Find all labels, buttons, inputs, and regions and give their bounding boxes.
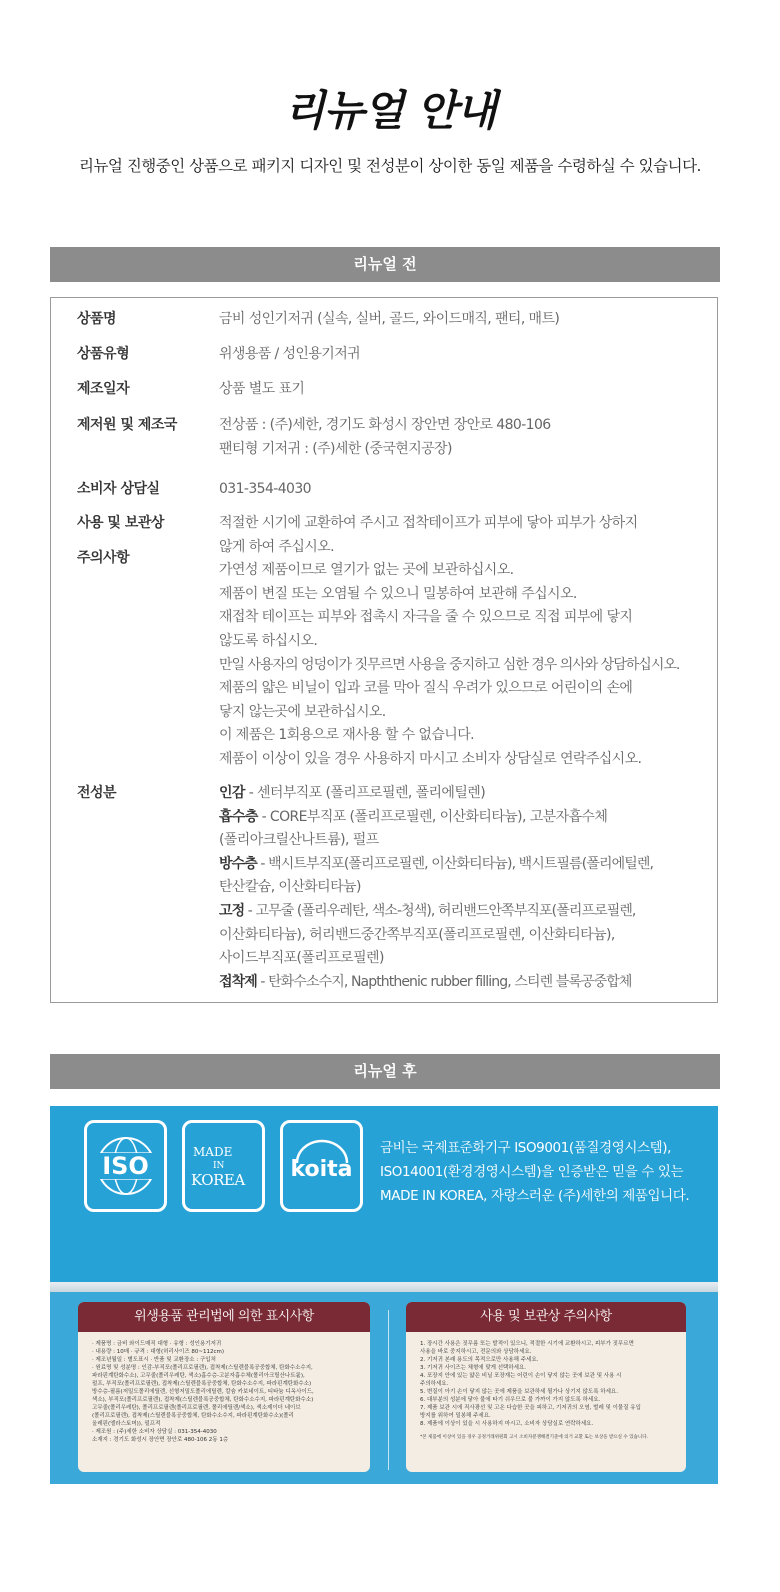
label-line: · 제품명 : 금비 와이드매직 대형 · 유형 : 성인용기저귀	[92, 1341, 222, 1347]
info-table	[50, 297, 718, 1003]
hygiene-label-card	[78, 1302, 370, 1472]
made-in-korea-logo	[182, 1120, 265, 1212]
package-photo	[50, 1106, 718, 1484]
ingredient-text: - 백시트부직포(폴리프로필렌, 이산화티타늄), 백시트필름(폴리에틸렌,	[256, 855, 654, 872]
ingredient-line	[219, 900, 709, 924]
label-line: 색소), 부직포(폴리프로필렌), 접착제(스틸렌블록공중합체, 탄화수소수지, 파라핀계탄화수소)	[92, 1397, 314, 1403]
ingredient-key: 고정	[219, 902, 245, 919]
row-label: 상품유형	[77, 346, 130, 362]
label-line: 5. 변질이 아기 손이 닿지 않는 곳에 제품을 보관하세 될가나 상기지 않도록 하세요.	[420, 1389, 618, 1395]
row-value: 상품 별도 표기	[219, 381, 305, 397]
ingredient-text: - 고무줄 (폴리우레탄, 색소-청색), 허리밴드안쪽부직포(폴리프로필렌,	[244, 902, 636, 919]
made-text: MADE	[193, 1145, 233, 1159]
row-value	[219, 414, 709, 461]
cert-line: ISO14001(환경경영시스템)을 인증받은 믿을 수 있는	[380, 1164, 684, 1180]
ingredient-line: (폴리아크릴산나트륨), 펄프	[219, 832, 379, 849]
label-line: 올레핀(엘라스토머)), 펄프적	[92, 1421, 161, 1427]
row-label: 소비자 상담실	[77, 481, 160, 497]
caution-line: 가연성 제품이므로 열기가 없는 곳에 보관하십시오.	[219, 562, 514, 579]
label-line: 파라핀계탄화수소), 고무줄(폴리우레탄, 색소)흡수층-고분자흡수체(폴리아크릴산나트륨),	[92, 1373, 305, 1379]
ingredient-line	[219, 782, 709, 806]
section-bar-before: 리뉴얼 전	[50, 247, 720, 282]
caution-line: 적절한 시기에 교환하여 주시고 접착테이프가 피부에 닿아 피부가 상하지	[219, 515, 638, 531]
ingredient-line	[219, 853, 709, 877]
label-line: · 내용량 : 10매 · 규격 : 대형(허리사이즈 80~112cm)	[92, 1349, 225, 1355]
ingredient-key: 흡수층	[219, 808, 258, 825]
koita-text: koita	[290, 1157, 353, 1182]
hygiene-label-body	[78, 1332, 370, 1452]
label-line: · 원료명 및 성분명 : 인감-부직포(폴리프로필렌), 접착제(스틸렌블록공중합체, 탄화수소수지,	[92, 1365, 313, 1371]
caution-line: 만일 사용자의 엉덩이가 짓무르면 사용을 중지하고 심한 경우 의사와 상담하십시오.	[219, 656, 680, 673]
label-line: 4. 포장지 안에 있는 얇은 비닐 포장재는 어린이 손이 닿지 않는 곳에 보관 및 사용 시	[420, 1373, 622, 1379]
iso-text: ISO	[87, 1153, 164, 1179]
label-line: 소재지 : 경기도 화성시 장안면 장안로 480-106 2동 1층	[92, 1437, 229, 1443]
row-value: 위생용품 / 성인용기저귀	[219, 346, 361, 362]
caution-label-body	[406, 1332, 686, 1450]
card-divider	[388, 1310, 389, 1470]
label-line: 3. 기저귀 사이즈는 체형에 맞게 선택하세요.	[420, 1365, 527, 1371]
maker-line: 전상품 : (주)세한, 경기도 화성시 장안면 장안로 480-106	[219, 417, 551, 433]
label-line: 1. 장시간 사용은 짓무름 또는 발적이 있으니, 적절한 시기에 교환하시고, 피부가 짓무르면	[420, 1341, 634, 1347]
korea-text: KOREA	[191, 1171, 245, 1189]
row-label: 제조일자	[77, 381, 130, 397]
ingredient-line: 탄산칼슘, 이산화티타늄)	[219, 879, 361, 896]
label-line: (폴리프로필렌), 접착제(스틸렌블록공중합체, 탄화수소수지, 파라핀계탄화수소)(폴리	[92, 1413, 294, 1419]
caution-line: 제품이 이상이 있을 경우 사용하지 마시고 소비자 상담실로 연락주십시오.	[219, 750, 642, 767]
koita-logo	[280, 1120, 363, 1212]
row-label: 제저원 및 제조국	[77, 417, 177, 433]
caution-line: 제품이 변질 또는 오염될 수 있으니 밀봉하여 보관해 주십시오.	[219, 585, 577, 602]
ingredient-lines	[219, 782, 709, 994]
row-value: 031-354-4030	[219, 481, 311, 497]
ingredient-line: 이산화티타늄), 허리밴드중간쪽부직포(폴리프로필렌, 이산화티타늄),	[219, 926, 615, 943]
caution-line: 제품의 얇은 비닐이 입과 코를 막아 질식 우려가 있으므로 어린이의 손에	[219, 680, 633, 697]
label-line: 8. 제품에 이상이 있을 시 사용하지 마시고, 소비자 상담실로 연락하세요.	[420, 1421, 594, 1427]
label-line: 6. 대부분의 성분에 닿아 불에 타기 쉬우므로 불 가까이 가지 않도록 하세요.	[420, 1397, 601, 1403]
label-line: · 제조원 : (주)세한 소비자 상담실 : 031-354-4030	[92, 1429, 217, 1435]
label-line: · 제조년월일 : 별도표시 · 반품 및 교환장소 : 구입처	[92, 1357, 216, 1363]
row-label: 사용 및 보관상	[77, 515, 164, 531]
ingredient-line: 사이드부직포(폴리프로필렌)	[219, 950, 384, 967]
caution-line: 이 제품은 1회용으로 재사용 할 수 없습니다.	[219, 727, 474, 744]
label-line: 7. 제품 보관 시에 직사광선 및 고온 다습한 곳을 피하고, 기저귀의 오염, 벌레 및 이물질 유입	[420, 1405, 641, 1411]
row-label: 전성분	[77, 785, 117, 801]
label-line: 펄프, 부직포(폴리프로필렌), 접착제(스틸렌블록공중합체, 탄화수소수지, 파라핀계탄화수소)	[92, 1381, 312, 1387]
label-line: 주의하세요.	[420, 1381, 449, 1387]
label-line: 2. 기저귀 본래 용도의 목적으로만 사용해 주세요.	[420, 1357, 539, 1363]
ingredient-line	[219, 971, 709, 995]
section-bar-after: 리뉴얼 후	[50, 1054, 720, 1089]
ingredient-key: 방수층	[219, 855, 257, 872]
caution-label-card	[406, 1302, 686, 1472]
label-line: 사용을 바로 중지하시고, 전문의와 상담하세요.	[420, 1349, 532, 1355]
cert-line: MADE IN KOREA, 자랑스러운 (주)세한의 제품입니다.	[380, 1188, 690, 1204]
maker-line: 팬티형 기저귀 : (주)세한 (중국현지공장)	[219, 440, 452, 457]
row-label: 주의사항	[77, 550, 130, 566]
caution-line: 않게 하여 주십시오.	[219, 538, 334, 555]
bag-seam	[50, 1282, 718, 1292]
iso-logo	[84, 1120, 167, 1212]
label-line: 방수층-필름(저밀도폴리에틸렌, 선형저밀도폴리에틸렌, 칼슘 카보네이트, 티타늄 디옥사이드,	[92, 1389, 314, 1395]
label-line: 고무줄(폴리우레탄), 폴리프로필렌(폴리프로필렌, 폴리에틸렌/색소), 색소제이더 네이브	[92, 1405, 301, 1411]
row-value: 금비 성인기저귀 (실속, 실버, 골드, 와이드매직, 팬티, 매트)	[219, 311, 560, 327]
ingredient-text: - 탄화수소수지, Napththenic rubber filling, 스티렌 블록공중합체	[256, 973, 632, 990]
page-title: 리뉴얼 안내	[284, 86, 496, 135]
in-text: IN	[213, 1161, 225, 1171]
cert-line: 금비는 국제표준화기구 ISO9001(품질경영시스템),	[380, 1140, 672, 1156]
caution-line: 않도록 하십시오.	[219, 632, 318, 649]
ingredient-line	[219, 806, 709, 830]
caution-lines	[219, 512, 709, 772]
label-line: 방지를 위하여 밀봉해 주세요.	[420, 1413, 491, 1419]
page-subtitle: 리뉴얼 진행중인 상품으로 패키지 디자인 및 전성분이 상이한 동일 제품을 수령하실 수 있습니다.	[78, 157, 701, 175]
row-label: 상품명	[77, 311, 117, 327]
ingredient-text: - 센터부직포 (폴리프로필렌, 폴리에틸렌)	[244, 785, 486, 801]
caution-line: 닿지 않는곳에 보관하십시오.	[219, 703, 386, 720]
ingredient-text: - CORE부직포 (폴리프로필렌, 이산화티타늄), 고분자흡수체	[257, 808, 608, 825]
hygiene-label-title: 위생용품 관리법에 의한 표시사항	[78, 1302, 370, 1332]
caution-label-title: 사용 및 보관상 주의사항	[406, 1302, 686, 1332]
ingredient-key: 접착제	[219, 973, 257, 990]
label-footnote: *본 제품에 이상이 있을 경우 공정거래위원회 고시 소비자분쟁해결기준에 의거 교환 또는 보상을 받으실 수 있습니다.	[420, 1435, 649, 1440]
caution-line: 재접착 테이프는 피부와 접촉시 자극을 줄 수 있으므로 직접 피부에 닿지	[219, 609, 633, 626]
certification-text	[380, 1136, 710, 1208]
ingredient-key: 인감	[219, 785, 245, 801]
